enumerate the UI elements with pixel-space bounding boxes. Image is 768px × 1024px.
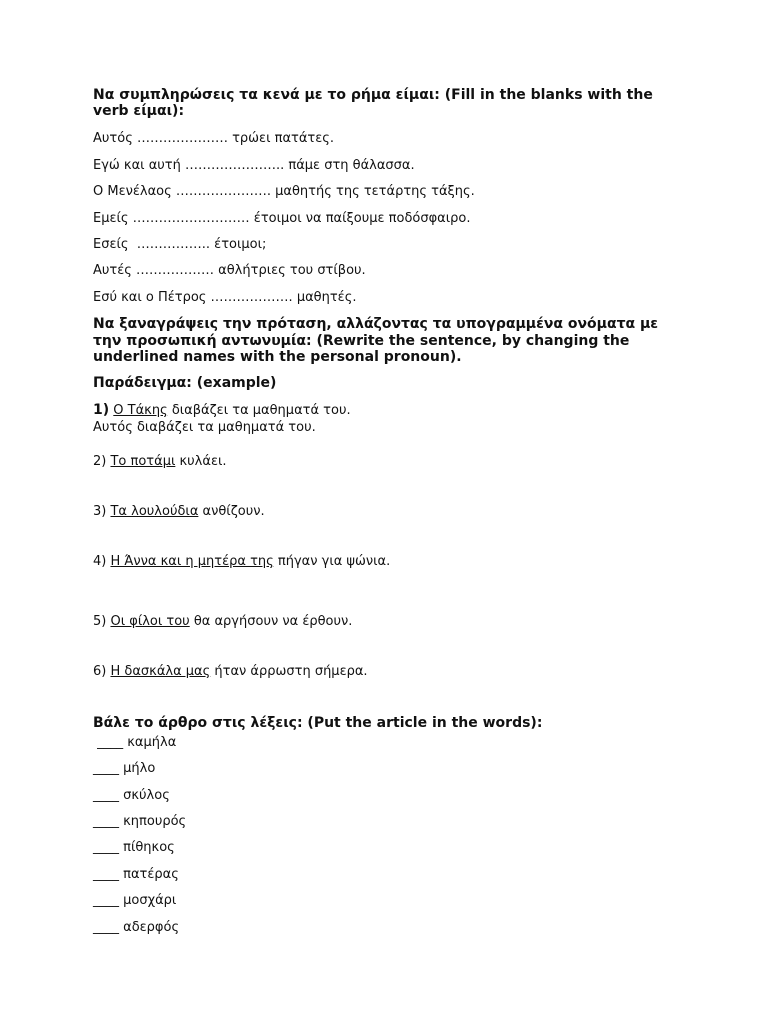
sentence-rest: ήταν άρρωστη σήμερα. [210, 664, 368, 679]
rewrite-item [93, 453, 227, 470]
sentence-rest: κυλάει. [175, 454, 227, 469]
fill-blank-sentence: Εσείς …………….. έτοιμοι; [93, 237, 267, 252]
example-sentence [93, 402, 351, 419]
example-label: Παράδειγμα: (example) [93, 375, 277, 391]
example-answer: Αυτός διαβάζει τα μαθηματά του. [93, 420, 316, 435]
rewrite-item [93, 503, 265, 520]
article-word: ____ πατέρας [93, 867, 179, 882]
underlined-name: Οι φίλοι του [110, 614, 190, 629]
fill-blank-sentence: Αυτός ………………… τρώει πατάτες. [93, 131, 335, 146]
item-number: 6) [93, 664, 111, 679]
rewrite-item [93, 553, 390, 570]
sentence-rest: θα αργήσουν να έρθουν. [189, 614, 353, 629]
item-number: 3) [93, 504, 111, 519]
item-number: 4) [93, 554, 111, 569]
example-number: 1) [93, 402, 110, 418]
section3-heading: Βάλε το άρθρο στις λέξεις: (Put the article in the words): [93, 715, 543, 731]
article-word: ____ μοσχάρι [93, 893, 177, 908]
underlined-name: Το ποτάμι [110, 454, 176, 469]
article-word: ____ μήλο [93, 761, 156, 776]
item-number: 5) [93, 614, 111, 629]
article-word: ____ πίθηκος [93, 840, 175, 855]
rewrite-item [93, 613, 352, 630]
fill-blank-sentence: Ο Μενέλαος …………………. μαθητής της τετάρτης τάξης. [93, 184, 475, 199]
sentence-rest: ανθίζουν. [198, 504, 265, 519]
fill-blank-sentence: Εσύ και ο Πέτρος ………………. μαθητές. [93, 290, 357, 305]
section1-heading-line1: Να συμπληρώσεις τα κενά με το ρήμα είμαι: (Fill in the blanks with the [93, 87, 653, 103]
underlined-name: Η Άννα και η μητέρα της [110, 554, 274, 569]
section1-heading-line2: verb είμαι): [93, 103, 185, 119]
article-word: ____ αδερφός [93, 920, 180, 935]
article-word: ____ καμήλα [93, 735, 177, 750]
sentence-rest: διαβάζει τα μαθηματά του. [167, 403, 351, 418]
article-word: ____ κηπουρός [93, 814, 187, 829]
underlined-name: Τα λουλούδια [110, 504, 199, 519]
article-word: ____ σκύλος [93, 788, 170, 803]
underlined-name: Ο Τάκης [113, 403, 168, 418]
underlined-name: Η δασκάλα μας [110, 664, 211, 679]
item-number: 2) [93, 454, 111, 469]
rewrite-item [93, 663, 368, 680]
section2-heading-line1: Να ξαναγράψεις την πρόταση, αλλάζοντας τα υπογραμμένα ονόματα με [93, 316, 659, 332]
sentence-rest: πήγαν για ψώνια. [273, 554, 391, 569]
section2-heading-line3: underlined names with the personal pronoun). [93, 349, 462, 365]
section2-heading-line2: την προσωπική αντωνυμία: (Rewrite the sentence, by changing the [93, 333, 630, 349]
fill-blank-sentence: Αυτές ……………… αθλήτριες του στίβου. [93, 263, 366, 278]
fill-blank-sentence: Εμείς ……………………… έτοιμοι να παίξουμε ποδόσφαιρο. [93, 211, 471, 226]
fill-blank-sentence: Εγώ και αυτή ………………….. πάμε στη θάλασσα. [93, 158, 415, 173]
